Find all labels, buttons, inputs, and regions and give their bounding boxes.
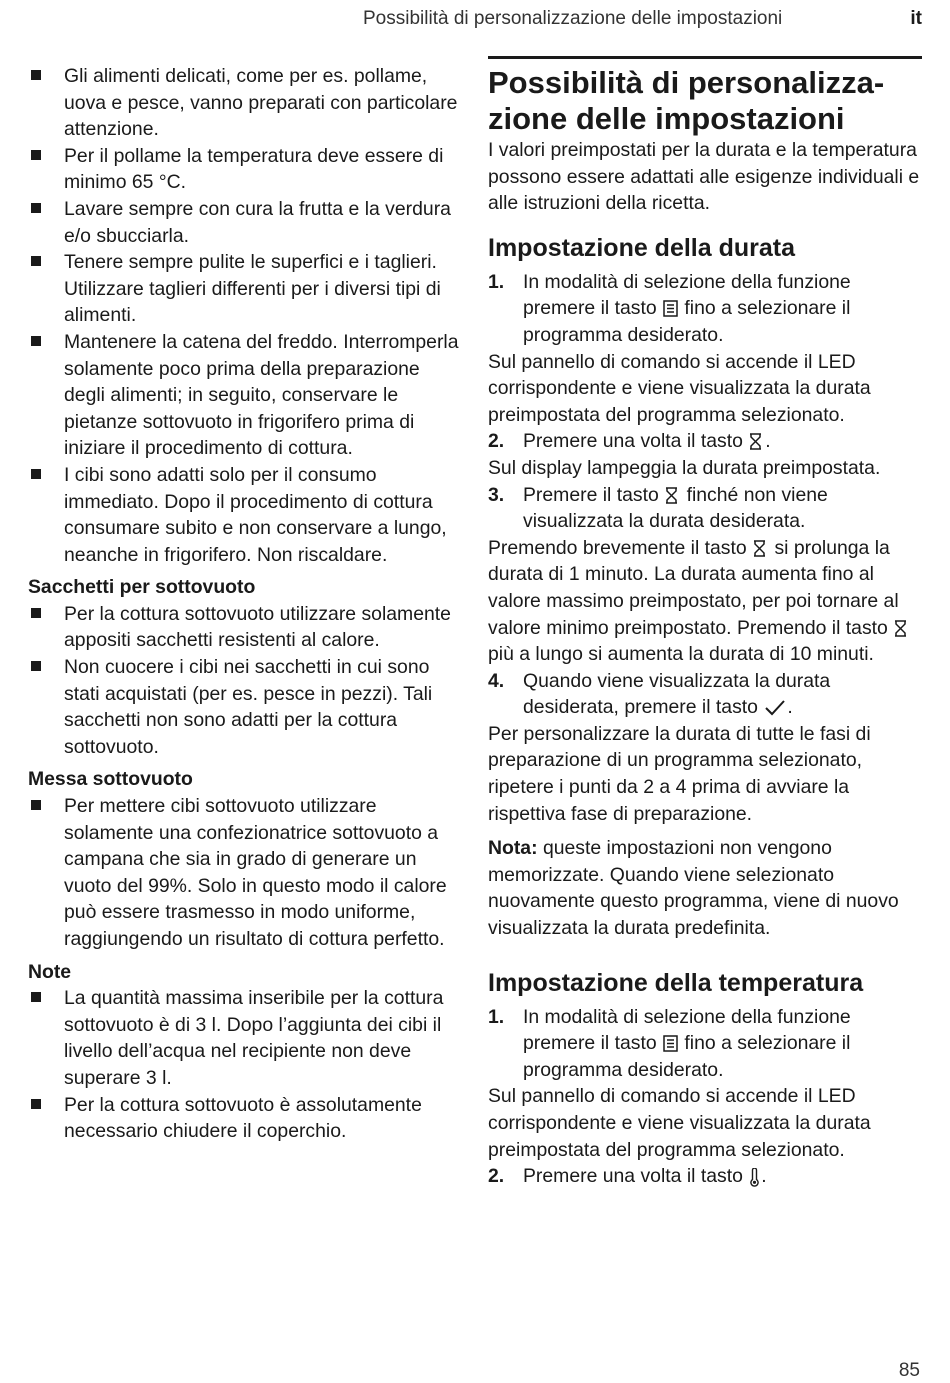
step-item: 2. Premere una volta il tasto .	[488, 430, 771, 453]
hourglass-icon	[665, 487, 680, 504]
notes-list	[28, 985, 460, 1145]
bullet-square-icon	[31, 336, 41, 346]
subheading-vacuum: Messa sottovuoto	[28, 768, 193, 791]
intro-paragraph: I valori preimpostati per la durata e la temperatura possono essere adattati alle esigenze individuali e alle istruzioni della ricetta.	[488, 139, 920, 215]
bullet-square-icon	[31, 800, 41, 810]
section-title-duration: Impostazione della durata	[488, 233, 796, 262]
menu-key-icon	[663, 300, 678, 317]
running-header	[360, 6, 922, 32]
step-item: 1. In modalità di selezione della funzione premere il tasto fino a selezionare il programma desiderato.	[488, 1005, 851, 1081]
page-title: Possibilità di personalizza- zione delle impostazioni	[488, 65, 885, 136]
subheading-bags: Sacchetti per sottovuoto	[28, 576, 256, 599]
paragraph: Sul pannello di comando si accende il LED corrispondente e viene visualizzata la durata preimpostata del programma selezionato.	[488, 1085, 871, 1161]
step-item: 1. In modalità di selezione della funzione premere il tasto fino a selezionare il programma desiderato.	[488, 270, 851, 346]
paragraph: Premendo brevemente il tasto si prolunga la durata di 1 minuto. La durata aumenta fino al valore massimo preimpostato, per poi tornare al valore minimo preimpostato. Premendo il tasto più a lungo si aumenta la durata di 10 minuti.	[488, 535, 928, 668]
bullet-square-icon	[31, 608, 41, 618]
paragraph: Sul display lampeggia la durata preimpostata.	[488, 456, 881, 479]
bullet-square-icon	[31, 992, 41, 1002]
checkmark-icon	[764, 699, 786, 716]
list-item: La quantità massima inseribile per la cottura sottovuoto è di 3 l. Dopo l’aggiunta dei cibi il livello dell’acqua nel recipiente non deve superare 3 l.	[28, 985, 460, 1091]
hourglass-icon	[753, 540, 768, 557]
step-item: 2. Premere una volta il tasto .	[488, 1165, 767, 1188]
bags-list	[28, 601, 460, 761]
paragraph: Sul pannello di comando si accende il LED corrispondente e viene visualizzata la durata preimpostata del programma selezionato.	[488, 350, 871, 426]
paragraph: Per personalizzare la durata di tutte le fasi di preparazione di un programma selezionato, ripetere i punti da 2 a 4 prima di avviare la rispettiva fase di preparazione.	[488, 722, 871, 825]
step-item: 3. Premere il tasto finché non viene visualizzata la durata desiderata.	[488, 483, 828, 533]
hourglass-icon	[749, 433, 764, 450]
page-number: 85	[898, 1360, 920, 1381]
list-item: Mantenere la catena del freddo. Interromperla solamente poco prima della preparazione degli alimenti; in seguito, conservare le pietanze sottovuoto in frigorifero prima di iniziare il procedimento di cottura.	[28, 329, 460, 462]
hourglass-icon	[894, 620, 909, 637]
bullet-square-icon	[31, 70, 41, 80]
step-item: 4. Quando viene visualizzata la durata desiderata, premere il tasto .	[488, 669, 831, 719]
title-rule	[488, 56, 922, 59]
list-item: I cibi sono adatti solo per il consumo immediato. Dopo il procedimento di cottura consumare subito e non conservare a lungo, neanche in frigorifero. Non riscaldare.	[28, 462, 460, 568]
bullet-square-icon	[31, 203, 41, 213]
bullet-square-icon	[31, 661, 41, 671]
section-title-temperature: Impostazione della temperatura	[488, 968, 864, 997]
bullet-square-icon	[31, 1099, 41, 1109]
list-item: Per il pollame la temperatura deve essere di minimo 65 °C.	[28, 143, 460, 196]
list-item: Per mettere cibi sottovuoto utilizzare solamente una confezionatrice sottovuoto a campana che sia in grado di generare un vuoto del 99%. Solo in questo modo il calore può essere trasmesso in modo uniforme, raggiungendo un risultato di cottura perfetto.	[28, 793, 460, 953]
language-code: it	[910, 8, 922, 29]
hygiene-list	[28, 63, 460, 568]
vacuum-list	[28, 793, 460, 953]
list-item: Non cuocere i cibi nei sacchetti in cui sono stati acquistati (per es. pesce in pezzi). Tali sacchetti non sono adatti per la cottura sottovuoto.	[28, 654, 460, 760]
list-item: Tenere sempre pulite le superfici e i taglieri. Utilizzare taglieri differenti per i diversi tipi di alimenti.	[28, 249, 460, 329]
menu-key-icon	[663, 1035, 678, 1052]
list-item: Lavare sempre con cura la frutta e la verdura e/o sbucciarla.	[28, 196, 460, 249]
note-paragraph: Nota: queste impostazioni non vengono memorizzate. Quando viene selezionato nuovamente questo programma, viene di nuovo visualizzata la durata predefinita.	[488, 837, 899, 940]
list-item: Per la cottura sottovuoto è assolutamente necessario chiudere il coperchio.	[28, 1092, 460, 1145]
subheading-notes: Note	[28, 960, 72, 983]
list-item: Per la cottura sottovuoto utilizzare solamente appositi sacchetti resistenti al calore.	[28, 601, 460, 654]
bullet-square-icon	[31, 256, 41, 266]
thermometer-icon	[749, 1168, 760, 1185]
right-column	[488, 63, 928, 1190]
list-item: Gli alimenti delicati, come per es. pollame, uova e pesce, vanno preparati con particolare attenzione.	[28, 63, 460, 143]
bullet-square-icon	[31, 150, 41, 160]
left-column	[28, 63, 460, 1145]
running-header-title: Possibilità di personalizzazione delle impostazioni	[363, 8, 783, 29]
bullet-square-icon	[31, 469, 41, 479]
